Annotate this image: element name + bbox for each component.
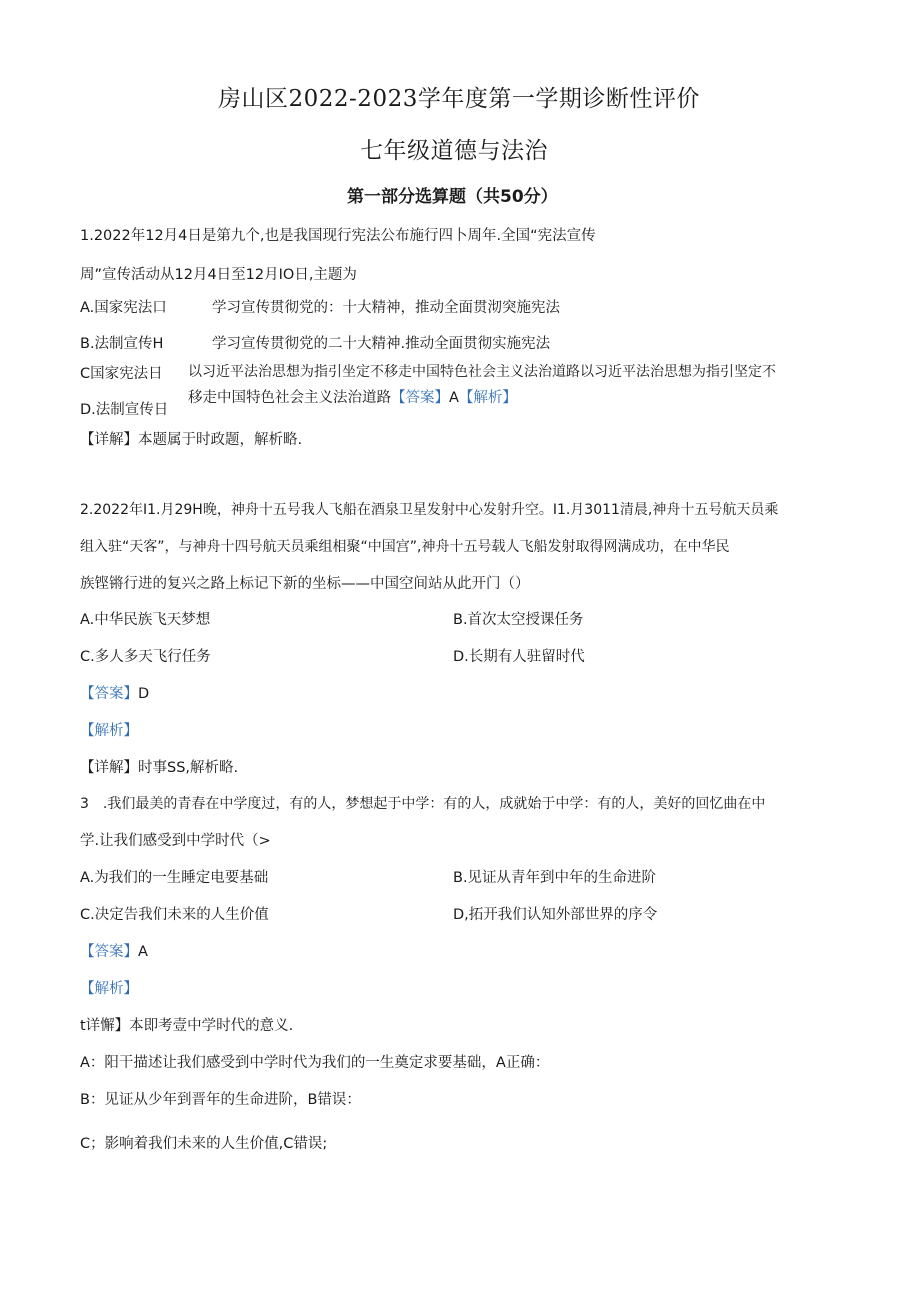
answer-value: A: [449, 390, 459, 406]
option-b: B.见证从青年到中年的生命进阶: [453, 870, 657, 886]
option-a: A.中华民族飞天梦想: [80, 612, 211, 628]
detail-text: 【详解】本题属于时政题，解析略.: [80, 432, 303, 448]
answer-value: D: [138, 686, 150, 702]
option-d: D.长期有人驻留时代: [453, 649, 585, 665]
question-text: 周”宣传活动从12月4日至12月IO日,主题为: [80, 267, 357, 283]
explanation-a: A：阳干描述让我们感受到中学时代为我们的一生奠定求要基础，A正确：: [80, 1055, 550, 1071]
answer-value: A: [138, 944, 148, 960]
option-d: D,拓开我们认知外部世界的序令: [453, 907, 658, 923]
page-subtitle: 七年级道德与法治: [360, 138, 548, 164]
question-text: 族铿锵行进的复兴之路上标记下新的坐标——中国空间站从此开门（）: [80, 576, 530, 592]
analysis-tag: 【解析】: [458, 390, 517, 406]
option-c-text: 以习近平法治思想为指引坐定不移走中国特色社会主义法治道路以习近平法治思想为指引坚定不: [188, 364, 776, 380]
option-b: B.首次太空授课任务: [453, 612, 584, 628]
answer-tag: 【答案】: [391, 390, 449, 406]
option-c-label: C国家宪法日: [80, 366, 163, 382]
option-a-label: A.国家宪法口: [80, 300, 167, 316]
explanation-c: C；影响着我们未来的人生价值,C错误;: [80, 1136, 328, 1152]
explanation-b: B：见证从少年到晋年的生命进阶，B错误：: [80, 1092, 361, 1108]
question-text: 学.让我们感受到中学时代（>: [80, 833, 271, 849]
page-title: 房山区2022-2023学年度第一学期诊断性评价: [218, 86, 700, 112]
question-text: 3 .我们最美的青春在中学度过，有的人，梦想起于中学：有的人，成就始于中学：有的人，美好的回忆曲在中: [80, 796, 766, 812]
detail-text: t详懈】本即考壹中学时代的意义.: [80, 1018, 294, 1034]
detail-text: 【详解】时事SS,解析略.: [80, 760, 239, 776]
answer-line: [188, 388, 517, 408]
option-c: C.决定告我们未来的人生价值: [80, 907, 269, 923]
option-b-text: 学习宣传贯彻党的二十大精神.推动全面贯彻实施宪法: [212, 336, 551, 352]
option-a: A.为我们的一生睡定电要基础: [80, 870, 269, 886]
option-a-text: 学习宣传贯彻党的：十大精神，推动全面贯沏突施宪法: [212, 300, 560, 316]
analysis-tag: 【解析】: [80, 981, 138, 997]
option-b-label: B.法制宣传H: [80, 336, 164, 352]
option-d-text: 移走中国特色社会主义法治道路: [188, 390, 391, 406]
analysis-tag: 【解析】: [80, 723, 138, 739]
option-c: C.多人多天飞行任务: [80, 649, 211, 665]
answer-line: [80, 942, 148, 962]
answer-line: [80, 684, 149, 704]
question-text: 1.2022年12月4日是第九个,也是我国现行宪法公布施行四卜周年.全国“宪法宣传: [80, 228, 596, 244]
option-d-label: D.法制宣传日: [80, 402, 169, 418]
section-heading: 第一部分选算题（共50分）: [347, 187, 558, 207]
question-text: 组入驻“天客”，与神舟十四号航天员乘组相聚“中国宫”,神舟十五号载人飞船发射取得网满成功，在中华民: [80, 539, 730, 555]
answer-tag: 【答案】: [80, 686, 138, 702]
answer-tag: 【答案】: [80, 944, 138, 960]
question-text: 2.2022年I1.月29H晚，神舟十五号我人飞船在酒泉卫星发射中心发射升空。I1.月3011清晨,神舟十五号航天员乘: [80, 502, 779, 518]
